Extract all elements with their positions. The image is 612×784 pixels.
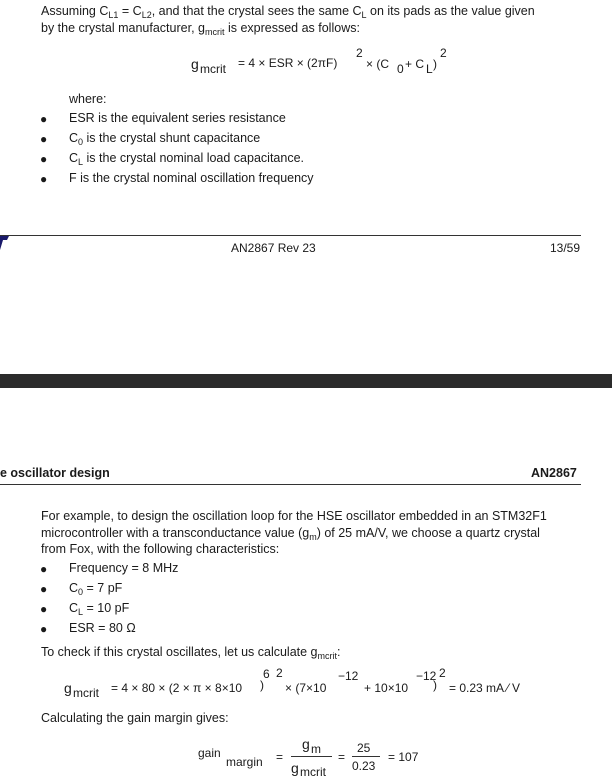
fraction-bar [352,756,380,757]
footer-rule [0,235,581,236]
section-header-title: e oscillator design [0,466,110,480]
list-item: $C_0$ is the crystal shunt capacitance [69,131,261,147]
fraction-bar [291,756,332,757]
list-item: F is the crystal nominal oscillation frequency [69,171,314,185]
bullet-icon: ● [40,152,48,166]
footer-doc-rev: AN2867 Rev 23 [231,241,316,255]
bullet-icon: ● [40,602,48,616]
bullet-icon: ● [40,582,48,596]
page-separator [0,374,612,388]
list-item: ESR is the equivalent series resistance [69,111,286,125]
list-item: $C_L$ is the crystal nominal load capacitance. [69,151,304,167]
list-item: ESR = 80 Ω [69,621,136,635]
footer-page-number: 13/59 [550,241,581,255]
bullet-icon: ● [40,172,48,186]
gain-margin-sentence: Calculating the gain margin gives: [41,711,229,725]
check-sentence: To check if this crystal oscillates, let us calculate $g_{mcrit}$: [41,645,341,661]
where-label: where: [69,92,107,106]
example-paragraph: For example, to design the oscillation loop for the HSE oscillator embedded in an STM32F1 microcontroller with a transconductance value $(g_m)$ of 25 mA/V, we choose a quartz crystal from Fox, with the following characteristics: [41,509,547,556]
list-item: $C_0 = 7$ pF [69,581,123,597]
section-header-doc: AN2867 [531,466,577,480]
st-logo-icon [0,236,9,250]
bullet-icon: ● [40,562,48,576]
list-item: $C_L = 10$ pF [69,601,130,617]
bullet-icon: ● [40,112,48,126]
intro-paragraph: Assuming $C_{L1} = C_{L2}$, and that the crystal sees the same $C_L$ on its pads as the value given by the crystal manufacturer, $g_{mcrit}$ is expressed as follows: [41,4,535,37]
header-rule [0,484,581,485]
bullet-icon: ● [40,622,48,636]
bullet-icon: ● [40,132,48,146]
list-item: Frequency = 8 MHz [69,561,179,575]
